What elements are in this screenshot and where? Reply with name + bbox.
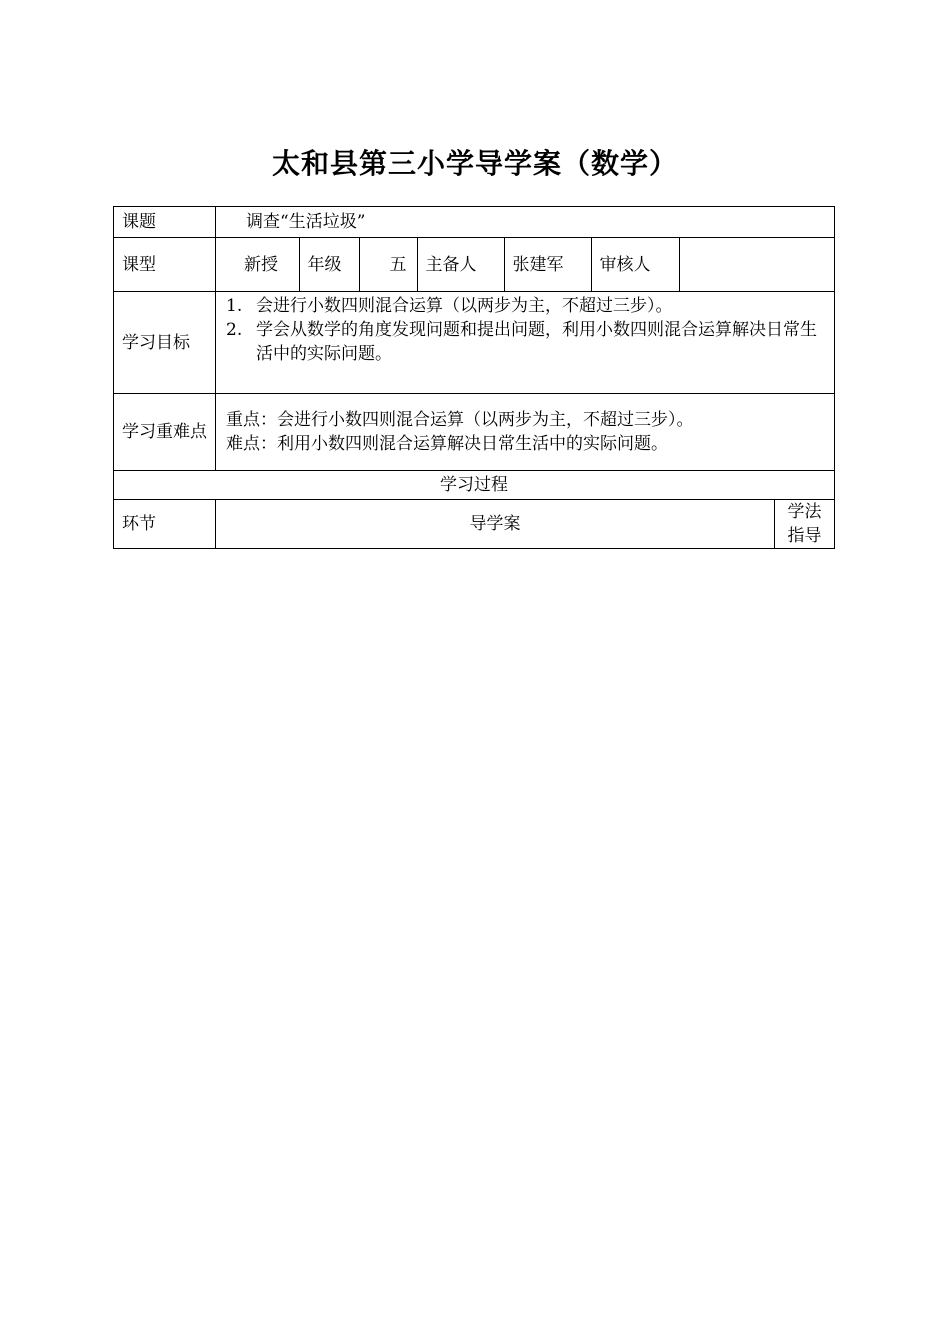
lesson-info-subtable — [216, 238, 834, 291]
goals-content — [216, 292, 835, 394]
stage-column-header: 环节 — [114, 500, 216, 549]
lesson-type-row — [114, 238, 835, 292]
key-points-row — [114, 394, 835, 471]
process-header-row — [114, 471, 835, 500]
reviewer-label: 审核人 — [591, 238, 679, 291]
key-point-text: 重点：会进行小数四则混合运算（以两步为主，不超过三步）。 — [226, 410, 694, 430]
process-columns-row — [114, 500, 835, 549]
goal-item: 1. 会进行小数四则混合运算（以两步为主，不超过三步）。 — [226, 296, 673, 316]
goals-label: 学习目标 — [114, 292, 216, 394]
lesson-type-value: 新授 — [216, 238, 299, 291]
reviewer-value — [679, 238, 834, 291]
preparer-value: 张建军 — [504, 238, 591, 291]
lesson-type-label: 课型 — [114, 238, 216, 292]
topic-value: 调查“生活垃圾” — [216, 207, 835, 238]
key-points-content — [216, 394, 835, 471]
document-title: 太和县第三小学导学案（数学） — [271, 147, 678, 180]
process-header: 学习过程 — [114, 471, 835, 500]
lesson-plan-table — [113, 206, 835, 549]
key-points-label: 学习重难点 — [114, 394, 216, 471]
preparer-label: 主备人 — [417, 238, 504, 291]
goal-item: 2. 学会从数学的角度发现问题和提出问题，利用小数四则混合运算解决日常生活中的实际问题。 — [226, 320, 817, 364]
method-column-header: 学法指导 — [775, 500, 835, 549]
guide-column-header: 导学案 — [216, 500, 775, 549]
goals-row — [114, 292, 835, 394]
topic-row — [114, 207, 835, 238]
difficulty-text: 难点：利用小数四则混合运算解决日常生活中的实际问题。 — [226, 434, 668, 454]
grade-label: 年级 — [299, 238, 359, 291]
topic-label: 课题 — [114, 207, 216, 238]
grade-value: 五 — [359, 238, 417, 291]
